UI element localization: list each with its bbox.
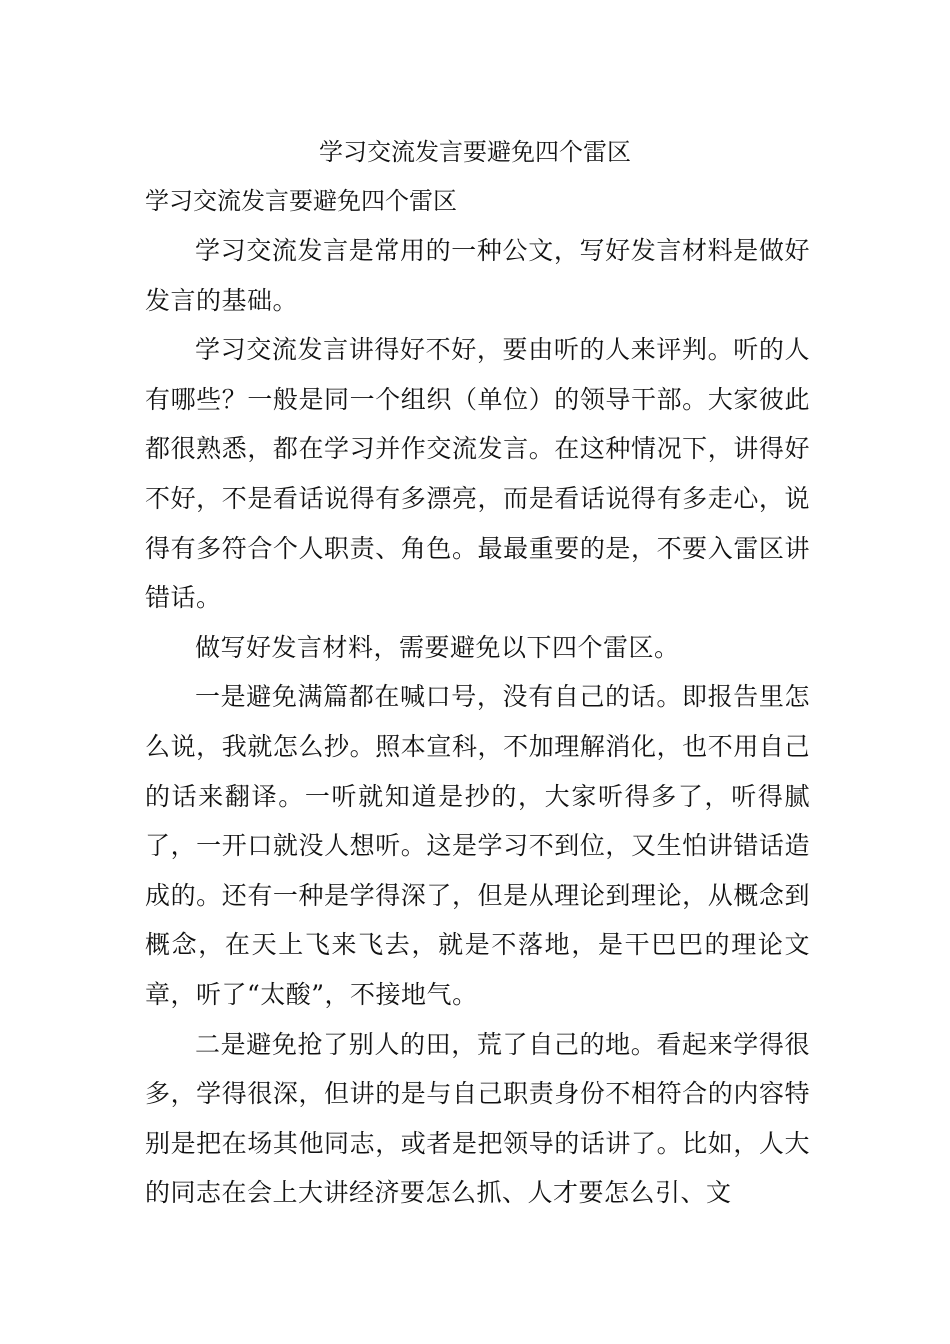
document-body — [145, 226, 810, 1218]
paragraph-four-zones: 做写好发言材料，需要避免以下四个雷区。 — [195, 632, 680, 662]
paragraph-point-one: 一是避免满篇都在喊口号，没有自己的话。即报告里怎么说，我就怎么抄。照本宣科，不加理解消化，也不用自己的话来翻译。一听就知道是抄的，大家听得多了，听得腻了，一开口就没人想听。这是学习不到位，又生怕讲错话造成的。还有一种是学得深了，但是从理论到理论，从概念到概念，在天上飞来飞去，就是不落地，是干巴巴的理论文章，听了“太酸”，不接地气。 — [145, 682, 810, 1009]
paragraph-point-two: 二是避免抢了别人的田，荒了自己的地。看起来学得很多，学得很深，但讲的是与自己职责身份不相符合的内容特别是把在场其他同志，或者是把领导的话讲了。比如，人大的同志在会上大讲经济要怎么抓、人才要怎么引、文 — [145, 1029, 810, 1208]
paragraph-evaluation: 学习交流发言讲得好不好，要由听的人来评判。听的人有哪些？一般是同一个组织（单位）的领导干部。大家彼此都很熟悉，都在学习并作交流发言。在这种情况下，讲得好不好，不是看话说得有多漂亮，而是看话说得有多走心，说得有多符合个人职责、角色。最最重要的是，不要入雷区讲错话。 — [145, 335, 810, 613]
document-title: 学习交流发言要避免四个雷区 — [319, 138, 631, 166]
paragraph-intro: 学习交流发言是常用的一种公文，写好发言材料是做好发言的基础。 — [145, 236, 810, 315]
document-subtitle: 学习交流发言要避免四个雷区 — [145, 187, 457, 215]
